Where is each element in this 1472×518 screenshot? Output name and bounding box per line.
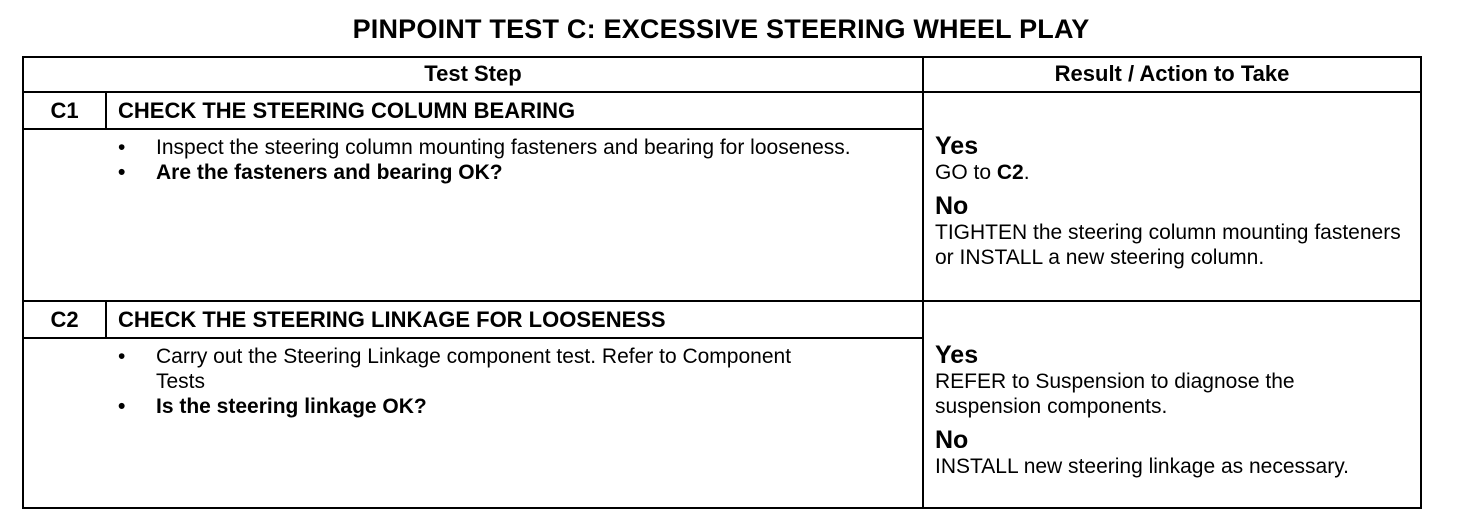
c2-title-divider xyxy=(24,337,922,339)
header-test-step: Test Step xyxy=(424,61,522,86)
no-label: No xyxy=(935,426,969,454)
page-title: PINPOINT TEST C: EXCESSIVE STEERING WHEEL PLAY xyxy=(352,14,1090,44)
no-label: No xyxy=(935,192,969,220)
pinpoint-test-table xyxy=(22,56,1422,509)
yes-label: Yes xyxy=(935,341,979,369)
c2-id-divider xyxy=(105,302,107,338)
result-c2 xyxy=(935,342,1405,487)
yes-label: Yes xyxy=(935,132,979,160)
bullet-icon: • xyxy=(118,395,126,418)
step-c2-instructions xyxy=(118,344,818,419)
step-title-c1: CHECK THE STEERING COLUMN BEARING xyxy=(118,98,576,123)
result-yes: Yes GO to C2. xyxy=(935,133,1405,185)
bullet-icon: • xyxy=(118,345,126,368)
column-divider xyxy=(922,58,924,507)
step-reference: C2 xyxy=(996,161,1024,184)
result-no: No INSTALL new steering linkage as necessary. xyxy=(935,427,1405,479)
c1-id-divider xyxy=(105,93,107,129)
list-item: • Carry out the Steering Linkage component test. Refer to Component Tests xyxy=(118,345,792,393)
header-result: Result / Action to Take xyxy=(1054,61,1290,86)
row-divider xyxy=(24,300,1420,302)
result-c1 xyxy=(935,133,1405,278)
step-title-c2: CHECK THE STEERING LINKAGE FOR LOOSENESS xyxy=(118,307,666,332)
list-item: • Is the steering linkage OK? xyxy=(118,395,427,418)
bullet-icon: • xyxy=(118,136,126,159)
list-item: • Inspect the steering column mounting fasteners and bearing for looseness. xyxy=(118,136,851,159)
result-yes: Yes REFER to Suspension to diagnose the suspension components. xyxy=(935,342,1405,419)
step-id-c1: C1 xyxy=(50,98,79,123)
bullet-icon: • xyxy=(118,161,126,184)
list-item: • Are the fasteners and bearing OK? xyxy=(118,161,503,184)
step-c1-instructions xyxy=(118,135,908,185)
header-divider xyxy=(24,91,1420,93)
step-id-c2: C2 xyxy=(50,307,79,332)
c1-title-divider xyxy=(24,128,922,130)
result-no: No TIGHTEN the steering column mounting fasteners or INSTALL a new steering column. xyxy=(935,193,1405,270)
